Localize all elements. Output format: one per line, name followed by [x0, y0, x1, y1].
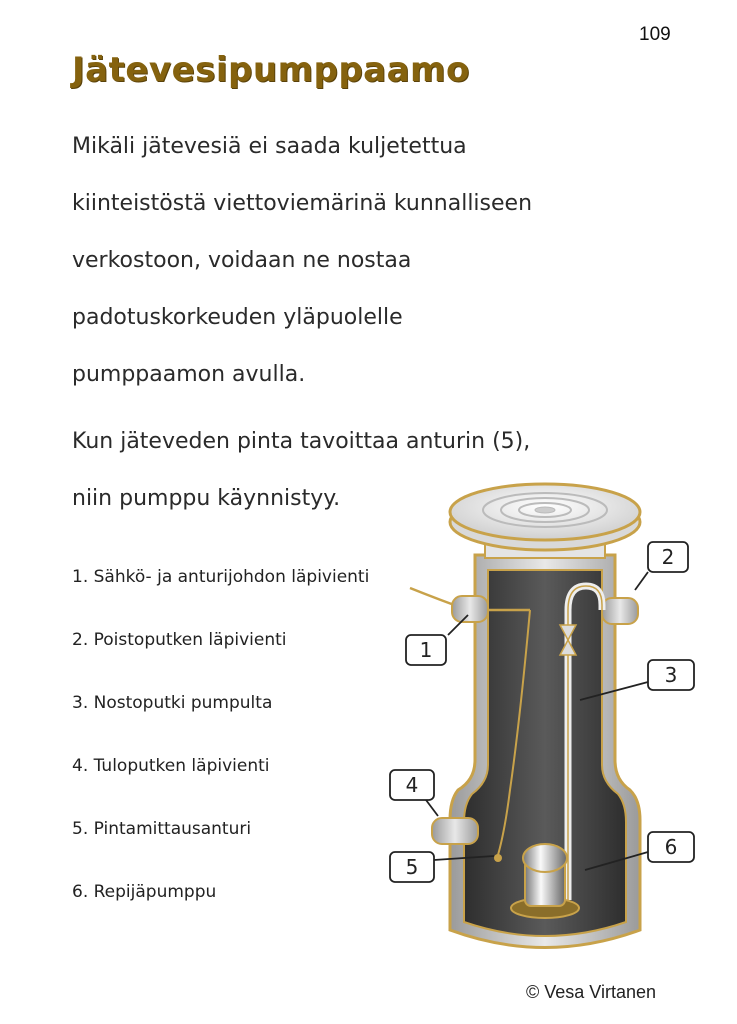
page-number: 109	[639, 24, 671, 45]
callout-2	[635, 542, 688, 590]
parts-list-item: 6. Repijäpumppu	[72, 882, 217, 902]
intro-line: Mikäli jätevesiä ei saada kuljetettua	[72, 134, 467, 159]
intro-line: kiinteistöstä viettoviemärinä kunnalliseen	[72, 191, 533, 216]
pumping-station-illustration	[380, 460, 710, 965]
intro-paragraph	[72, 118, 692, 403]
parts-list-item: 1. Sähkö- ja anturijohdon läpivienti	[72, 567, 370, 587]
cable-entry-pipe	[452, 596, 488, 622]
page-title: Jätevesipumppaamo	[72, 50, 470, 90]
intro-line: padotuskorkeuden yläpuolelle	[72, 305, 403, 330]
inlet-pipe	[432, 818, 478, 844]
callout-number: 4	[405, 773, 419, 797]
parts-list-item: 2. Poistoputken läpivienti	[72, 630, 287, 650]
copyright-notice: © Vesa Virtanen	[526, 982, 657, 1002]
callout-number: 6	[664, 835, 678, 859]
lid-pattern	[535, 507, 555, 513]
parts-list-item: 4. Tuloputken läpivienti	[72, 756, 270, 776]
callout-4	[390, 770, 438, 816]
intro-line: verkostoon, voidaan ne nostaa	[72, 248, 412, 273]
trigger-line: niin pumppu käynnistyy.	[72, 486, 341, 511]
intro-line: pumppaamon avulla.	[72, 362, 306, 387]
parts-list-item: 5. Pintamittausanturi	[72, 819, 252, 839]
parts-list-item: 3. Nostoputki pumpulta	[72, 693, 273, 713]
callout-number: 5	[405, 855, 419, 879]
callout-number: 2	[661, 545, 675, 569]
outlet-pipe	[602, 598, 638, 624]
parts-list	[72, 562, 369, 940]
trigger-line: Kun jäteveden pinta tavoittaa anturin (5),	[72, 429, 531, 454]
callout-number: 1	[419, 638, 433, 662]
callout-number: 3	[664, 663, 678, 687]
level-sensor	[494, 854, 502, 862]
